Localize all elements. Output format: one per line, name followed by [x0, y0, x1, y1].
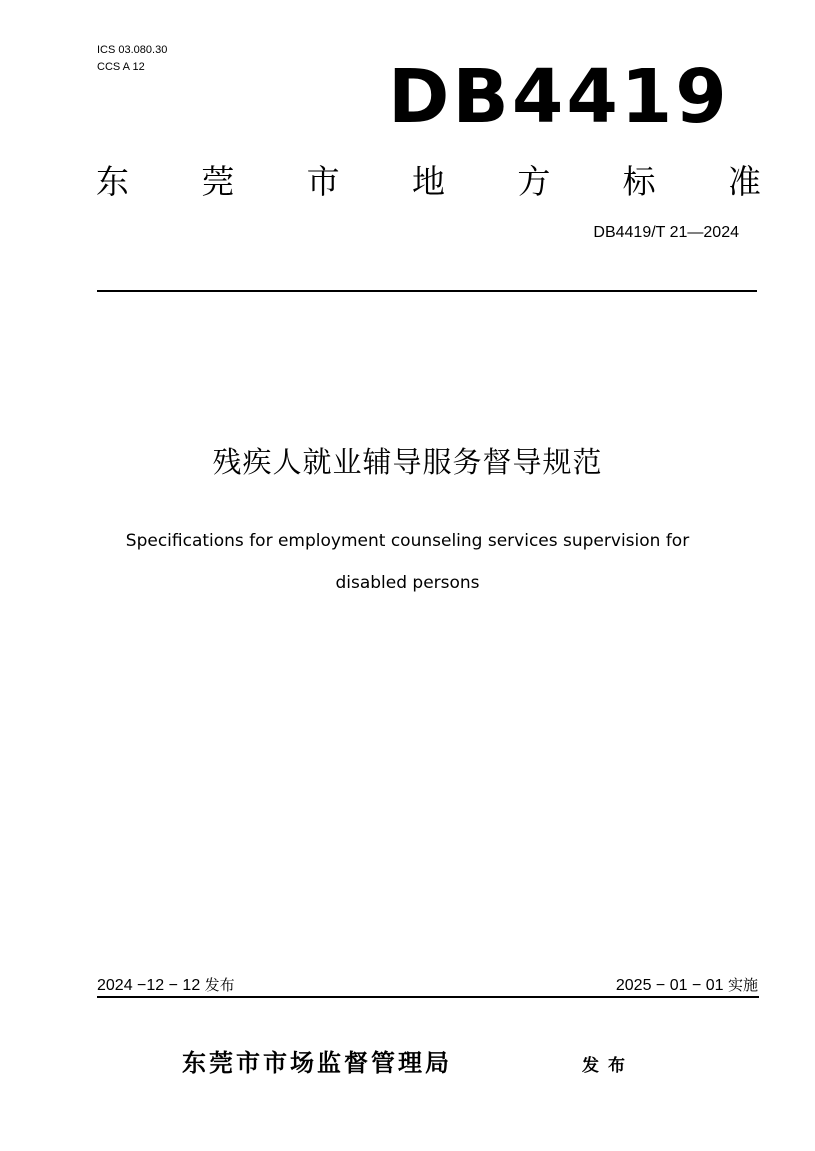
title-en-line-2: disabled persons [335, 573, 480, 593]
publish-date-value: 2024 −12 − 12 [97, 977, 205, 994]
ccs-code: CCS A 12 [97, 61, 145, 73]
standard-type-char: 莞 [201, 162, 235, 201]
bottom-divider [97, 996, 759, 998]
ics-code: ICS 03.080.30 [97, 44, 168, 56]
standard-number: DB4419/T 21—2024 [593, 224, 739, 241]
standard-type-char: 东 [96, 162, 129, 201]
standard-type-heading [96, 158, 761, 206]
issuing-authority: 东莞市市场监督管理局 [182, 1049, 452, 1077]
implement-label: 实施 [727, 976, 758, 994]
title-en-line-1: Specifications for employment counseling services supervision for [125, 531, 690, 551]
standard-code-mark: DB4419 [388, 54, 730, 140]
standard-type-char: 标 [622, 162, 656, 201]
top-divider [97, 290, 757, 292]
publish-date [97, 974, 235, 997]
standard-type-char: 地 [411, 162, 445, 201]
document-title-zh: 残疾人就业辅导服务督导规范 [212, 445, 603, 479]
standard-type-char: 方 [517, 162, 551, 201]
issued-label: 发布 [582, 1056, 634, 1076]
publish-label: 发布 [204, 976, 235, 994]
classification-codes [97, 42, 167, 76]
document-title-en [60, 520, 755, 604]
standard-type-char: 准 [727, 162, 761, 201]
standard-type-char: 市 [306, 162, 340, 201]
implement-date [616, 974, 758, 997]
implement-date-value: 2025 − 01 − 01 [615, 977, 728, 994]
